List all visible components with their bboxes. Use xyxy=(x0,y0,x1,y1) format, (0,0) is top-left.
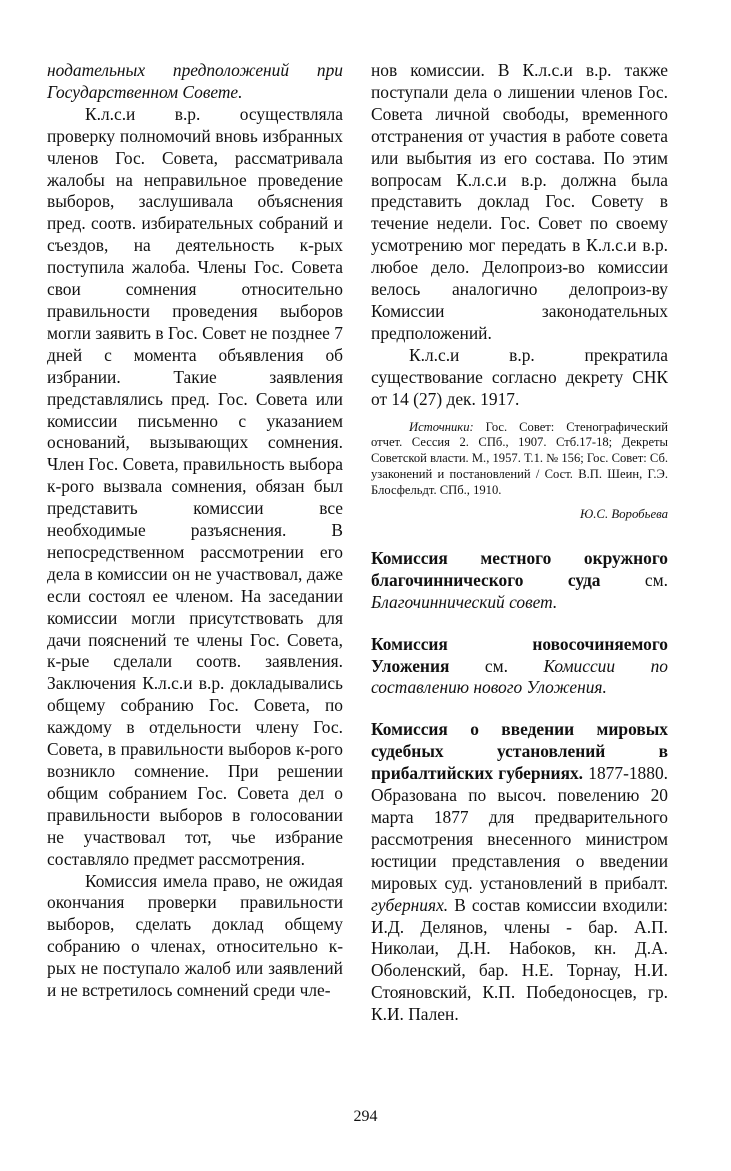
left-column xyxy=(47,60,343,1002)
entry-1-title: Комиссия местного окружного благочиннического суда xyxy=(371,547,668,590)
entry-1-see: см. xyxy=(600,569,669,590)
entry-3-title: Комиссия о введении мировых судебных установлений в прибалтийских губерниях. xyxy=(371,719,668,784)
sources-text: Гос. Совет: Стенографический отчет. Сессия 2. СПб., 1907. Стб.17-18; Декреты Советской власти. М., 1957. Т.1. № 156; Гос. Совет: Сб. узаконений и постановлений / Сост. В.П. Шеин, Г.Э. Блосфельдт. СПб., 1910. xyxy=(371,419,668,498)
entry-2-see: см. xyxy=(449,655,544,676)
right-paragraph-1: нов комиссии. В К.л.с.и в.р. также поступали дела о лишении членов Гос. Совета личной свободы, временного отстранения от участия в работе совета или выбытия из его состава. По этим вопросам К.л.с.и в.р. должна была представить доклад Гос. Совету в течение недели. Гос. Совет по своему усмотрению мог передать в К.л.с.и в.р. любое дело. Делопроиз-во комиссии велось аналогично делопроиз-ву Комиссии законодательных предположений. xyxy=(371,60,668,343)
left-paragraph-2: К.л.с.и в.р. осуществляла проверку полномочий вновь избранных членов Гос. Совета, рассматривала жалобы на неправильное проведение выборов, заслушивала объяснения пред. соотв. избирательных собраний и съездов, на деятельность к-рых поступила жалоба. Члены Гос. Совета свои сомнения относительно правильности проведения выборов могли заявить в Гос. Совет не позднее 7 дней с момента объявления об избрании. Такие заявления представлялись пред. Гос. Совета или комиссии письменно с указанием оснований, вызывающих сомнения. Член Гос. Совета, правильность выбора к-рого вызвала сомнения, обязан был представить комиссии все необходимые разъяснения. В непосредственном рассмотрении его дела в комиссии он не участвовал, даже если состоял ее членом. На заседании комиссии могли присутствовать для дачи пояснений те члены Гос. Совета, к-рые сделали соотв. заявления. Заключения К.л.с.и в.р. докладывались общему собранию Гос. Совета, по каждому в отдельности члену Гос. Совета, в правильности выборов к-рого возникло сомнение. При решении общим собранием Гос. Совета дел о правильности выборов в голосовании не участвовал тот, чье избрание составляло предмет рассмотрения. xyxy=(47,103,343,869)
right-column xyxy=(371,60,668,1026)
sources-block xyxy=(371,420,668,500)
right-paragraph-2: К.л.с.и в.р. прекратила существование согласно декрету СНК от 14 (27) дек. 1917. xyxy=(371,344,668,409)
entry-3-body-b: В состав комиссии входили: И.Д. Делянов, члены - бар. А.П. Николаи, Д.Н. Набоков, кн. Д.А. Оболенский, бар. Н.Е. Торнау, Н.И. Стояновский, К.П. Победоносцев, гр. К.И. Пален. xyxy=(371,894,668,1025)
article-author: Ю.С. Воробьева xyxy=(580,507,668,522)
left-paragraph-3: Комиссия имела право, не ожидая окончания проверки правильности выборов, сделать доклад общему собранию о членах, относительно к-рых не поступало жалоб или заявлений и не встретилось сомнений среди чле- xyxy=(47,870,343,1001)
entry-2-ref: Комиссии по составлению нового Уложения. xyxy=(371,655,668,698)
entry-3-body-italic: губерниях. xyxy=(371,894,449,915)
entry-2-title: Комиссия новосочиняемого Уложения xyxy=(371,633,668,676)
entry-3 xyxy=(371,719,668,1026)
left-paragraph-1: нодательных предположений при Государственном Совете. xyxy=(47,60,343,102)
entry-1-ref: Благочиннический совет. xyxy=(371,591,558,612)
entry-1 xyxy=(371,548,668,614)
page-number: 294 xyxy=(353,1108,378,1125)
entry-2 xyxy=(371,634,668,700)
entry-3-body-a: 1877-1880. Образована по высоч. повелению 20 марта 1877 для предварительного рассмотрения внесенного министром юстиции представления о введении мировых суд. установлений в прибалт. xyxy=(371,763,668,893)
sources-label: Источники: xyxy=(409,419,474,434)
